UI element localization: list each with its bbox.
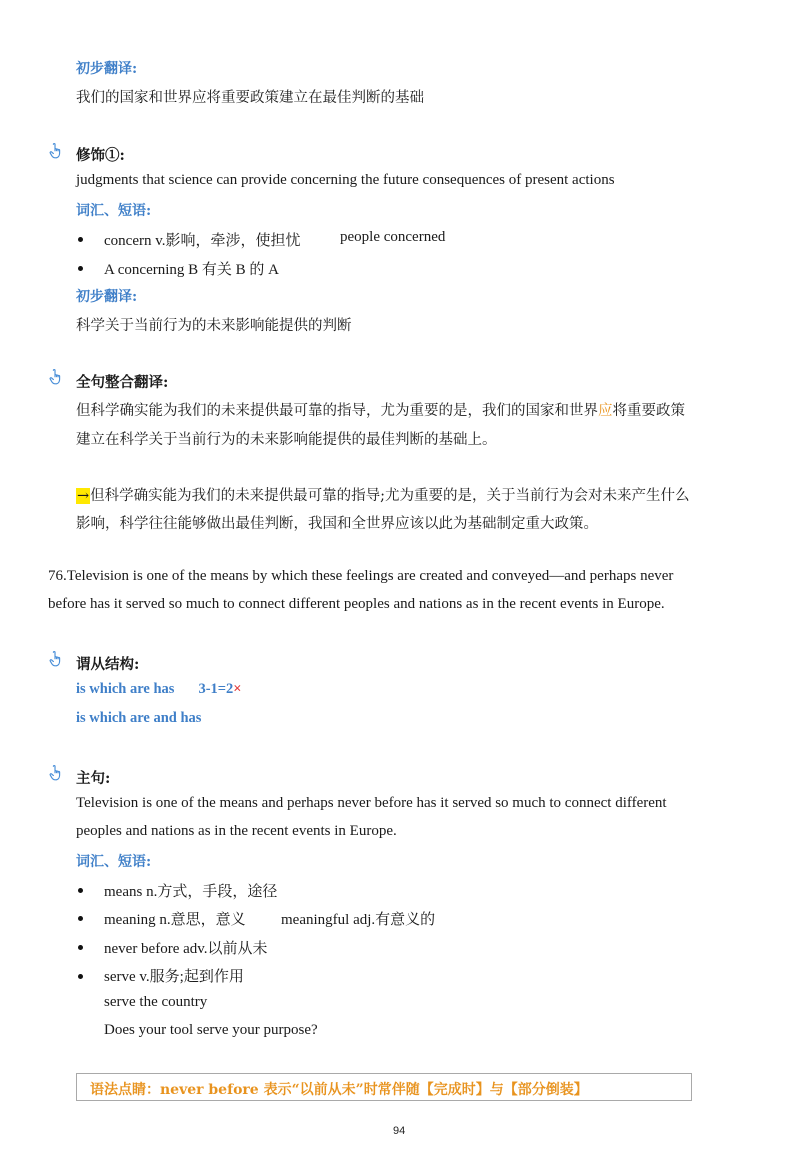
section2-alt1	[76, 484, 690, 505]
section3-line1	[76, 681, 242, 698]
pointing-hand-icon	[48, 764, 66, 782]
section2-line1-a: 但科学确实能为我们的未来提供最可靠的指导，尤为重要的是，我们的国家和世界	[76, 403, 598, 419]
section1-vocab-label: 词汇、短语:	[76, 203, 152, 219]
page-number: 94	[393, 1125, 406, 1137]
section4-b1: means n.方式，手段，途径	[104, 884, 278, 900]
grammar-box-text: 语法点睛：never before 表示“以前从未”时常伴随【完成时】与【部分倒装】	[90, 1082, 588, 1098]
q76-line2: before has it served so much to connect different peoples and nations as in the recent events in Europe.	[48, 596, 665, 612]
cross-mark-icon: ×	[233, 681, 242, 697]
section4-s2: peoples and nations as in the recent events in Europe.	[76, 823, 397, 839]
section4-ex2: Does your tool serve your purpose?	[104, 1022, 318, 1038]
bullet-dot	[78, 916, 83, 921]
section1-bullet2: A concerning B 有关 B 的 A	[104, 262, 279, 278]
bullet-dot	[78, 888, 83, 893]
section2-alt1-text: 但科学确实能为我们的未来提供最可靠的指导;尤为重要的是，关于当前行为会对未来产生什么	[90, 488, 690, 504]
q76-line1: 76.Television is one of the means by which these feelings are created and conveyed—and perhaps never	[48, 568, 674, 584]
section3-l1-math: 3-1=2	[198, 681, 234, 697]
section2-heading: 全句整合翻译:	[76, 374, 169, 391]
section1-heading: 修饰①:	[76, 147, 125, 164]
section4-b3: never before adv.以前从未	[104, 941, 268, 957]
section1-bullet1-b: people concerned	[340, 229, 446, 245]
section2-line1-b: 将重要政策	[612, 403, 685, 419]
pointing-hand-icon	[48, 142, 66, 160]
section4-heading: 主句:	[76, 770, 111, 787]
section1-trans: 科学关于当前行为的未来影响能提供的判断	[76, 318, 352, 334]
section4-b2a: meaning n.意思，意义	[104, 912, 246, 928]
section4-b4: serve v.服务;起到作用	[104, 969, 244, 985]
section4-ex1: serve the country	[104, 994, 208, 1010]
arrow-highlight: →	[77, 488, 90, 504]
bullet-dot	[78, 945, 83, 950]
section4-s1: Television is one of the means and perhaps never before has it served so much to connect different	[76, 795, 667, 811]
section3-l1-text: is which are has	[76, 681, 175, 697]
section1-sentence: judgments that science can provide concerning the future consequences of present actions	[76, 172, 615, 188]
section4-vocab-label: 词汇、短语:	[76, 854, 152, 870]
section1-bullet1-a: concern v.影响，牵涉，使担忧	[104, 233, 301, 249]
bullet-dot	[78, 237, 83, 242]
bullet-dot	[78, 974, 83, 979]
block1-text: 我们的国家和世界应将重要政策建立在最佳判断的基础	[76, 90, 424, 106]
pointing-hand-icon	[48, 368, 66, 386]
section3-heading: 谓从结构:	[76, 656, 140, 673]
section1-trans-label: 初步翻译:	[76, 289, 138, 305]
section2-alt2: 影响，科学往往能够做出最佳判断，我国和全世界应该以此为基础制定重大政策。	[76, 516, 598, 532]
pointing-hand-icon	[48, 650, 66, 668]
section3-line2: is which are and has	[76, 710, 202, 726]
bullet-dot	[78, 266, 83, 271]
section4-b2b: meaningful adj.有意义的	[281, 912, 436, 928]
section2-line1-highlight: 应	[598, 403, 613, 419]
section2-line2: 建立在科学关于当前行为的未来影响能提供的最佳判断的基础上。	[76, 432, 497, 448]
section2-line1	[76, 399, 685, 420]
block1-label: 初步翻译:	[76, 61, 138, 77]
